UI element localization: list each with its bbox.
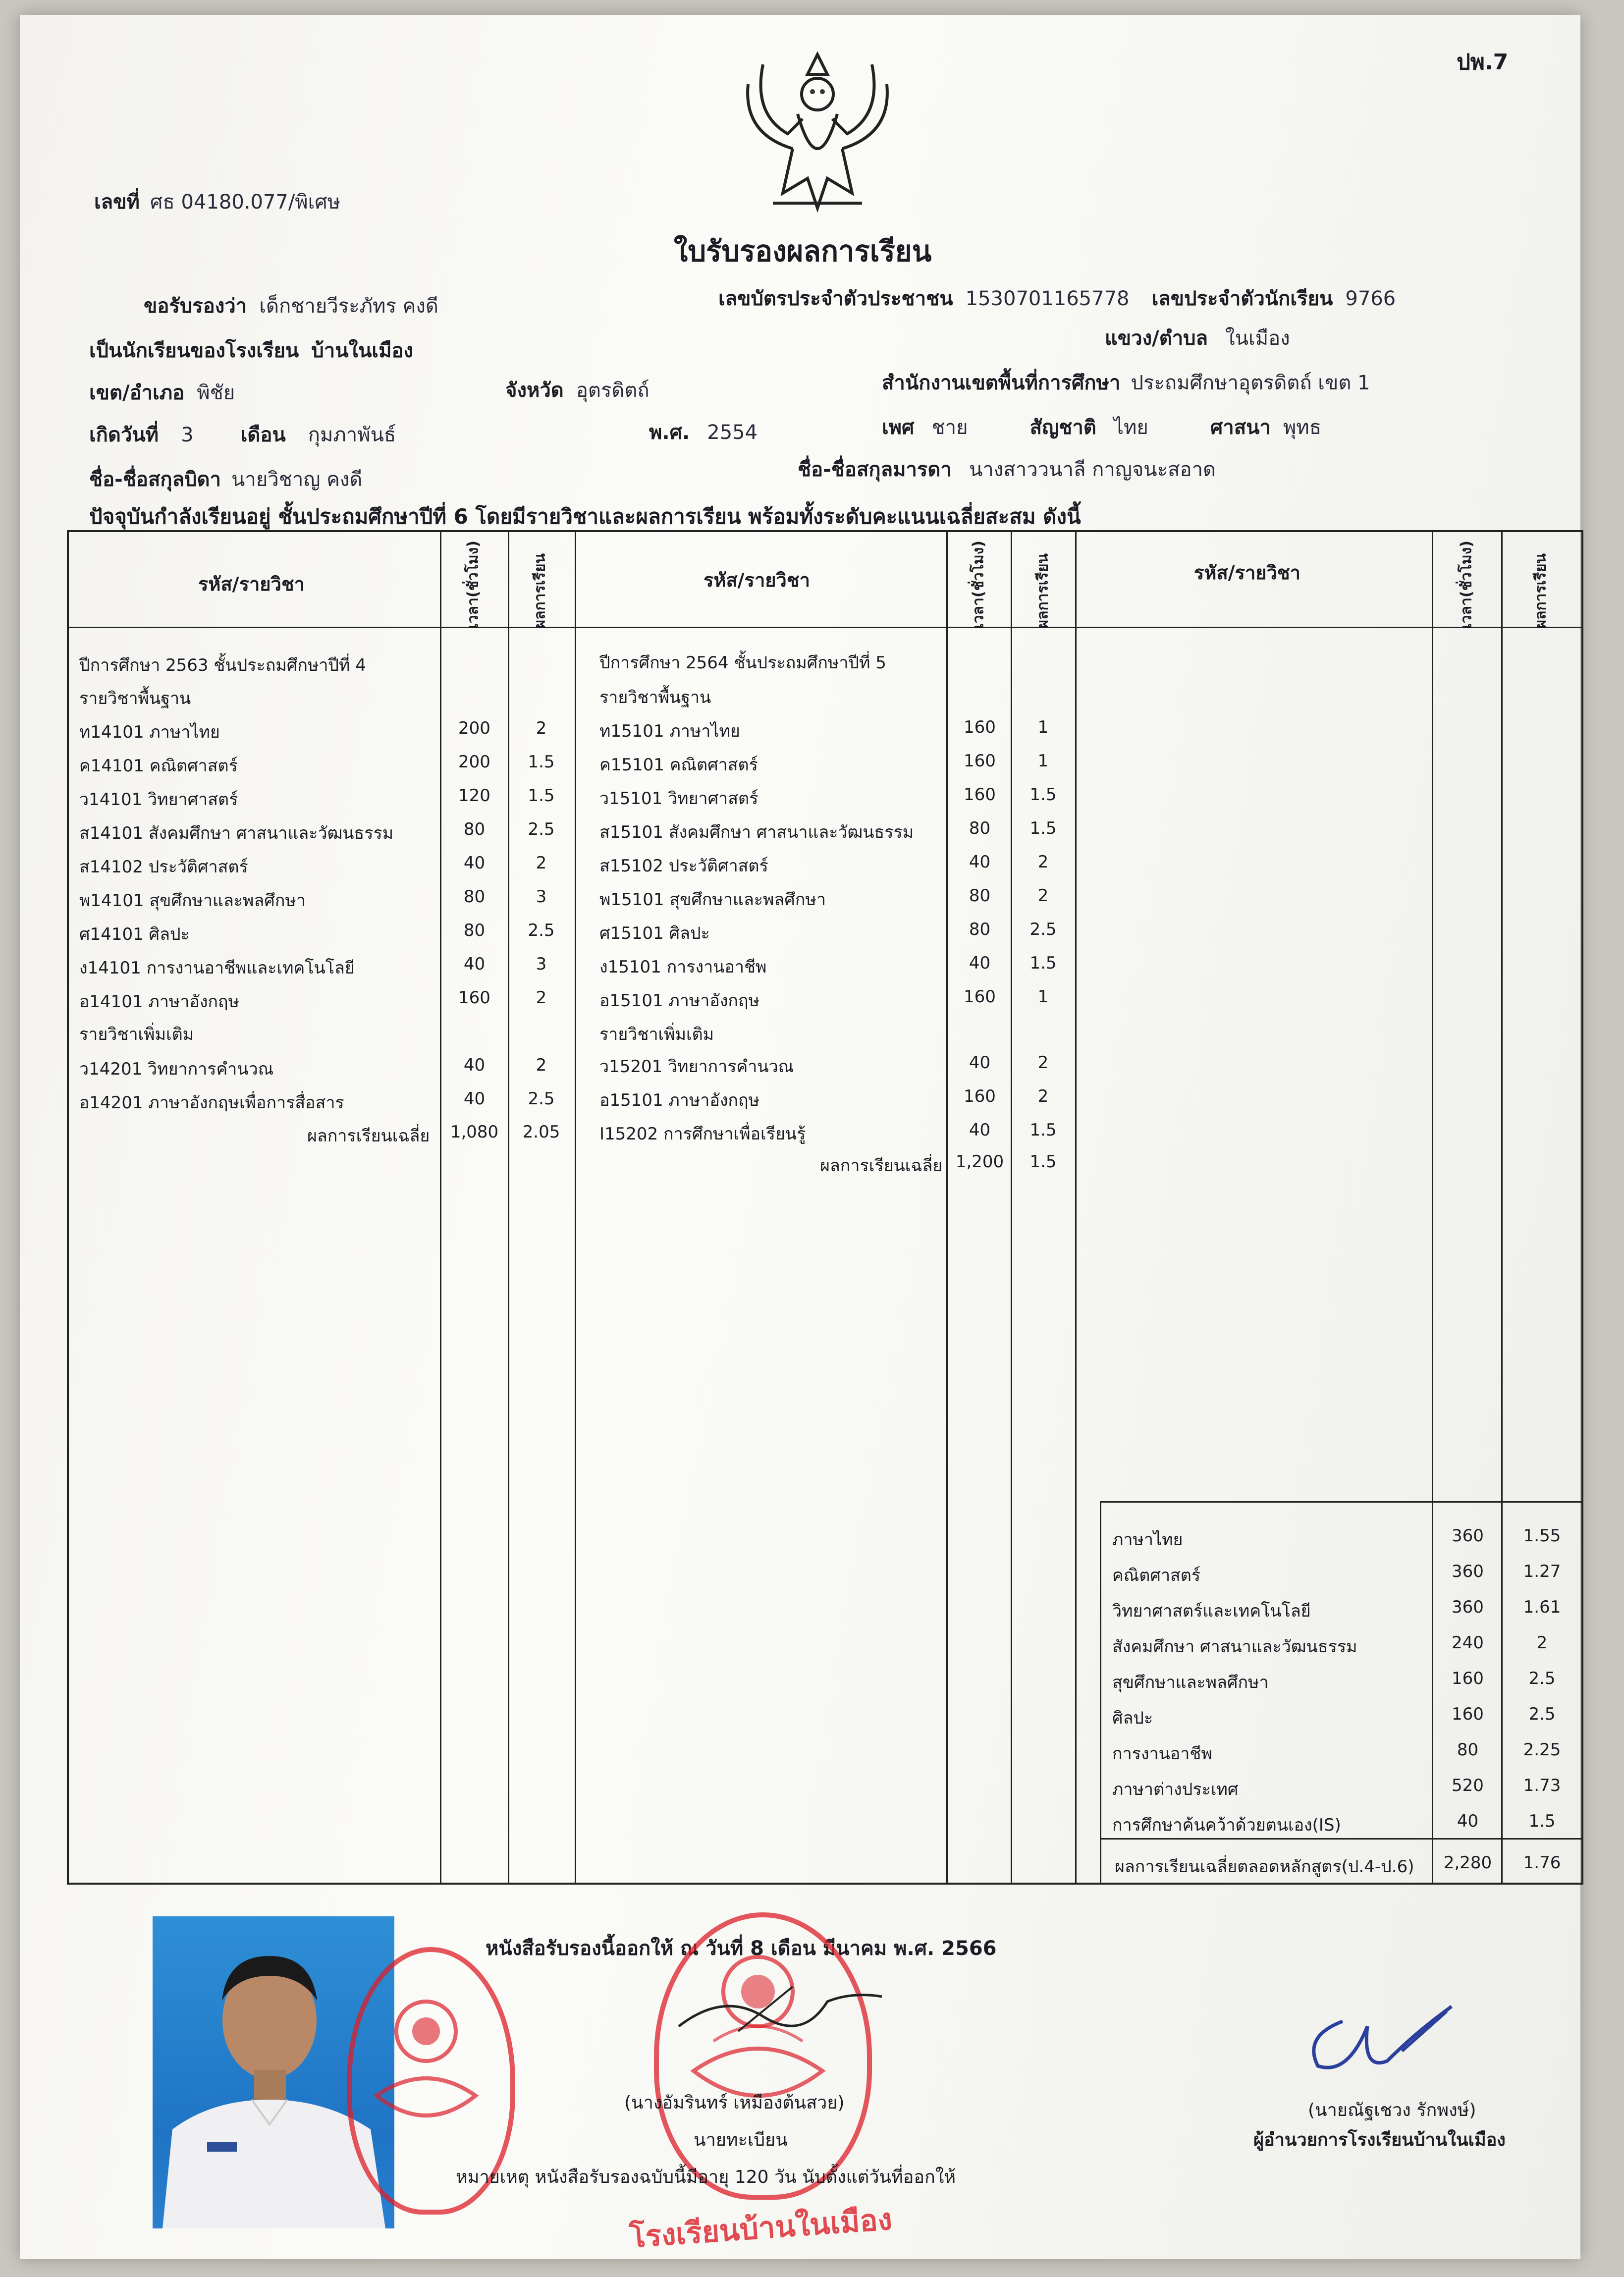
table-row-subject: ท14101 ภาษาไทย xyxy=(79,722,220,742)
director-signature-icon xyxy=(1288,1992,1476,2081)
table-row-subject: คณิตศาสตร์ xyxy=(1112,1566,1201,1585)
religion: พุทธ xyxy=(1283,416,1322,439)
table-row-subject: ค15101 คณิตศาสตร์ xyxy=(599,755,758,775)
school-label: เป็นนักเรียนของโรงเรียน xyxy=(89,339,299,362)
col-line xyxy=(575,530,576,1885)
table-row-grade: 2 xyxy=(1037,852,1049,872)
table-row-subject: I15202 การศึกษาเพื่อเรียนรู้ xyxy=(599,1124,806,1144)
school-seal-stamp-center xyxy=(654,1912,872,2200)
col-line xyxy=(440,530,441,1885)
year2-avg-label: ผลการเรียนเฉลี่ย xyxy=(820,1156,943,1176)
born-label: เกิดวันที่ xyxy=(89,424,159,446)
garuda-emblem-icon xyxy=(733,35,902,223)
table-row-grade: 2.5 xyxy=(1528,1669,1556,1688)
table-row-grade: 1.5 xyxy=(1029,818,1057,838)
table-row-hours: 160 xyxy=(964,751,996,771)
table-row-subject: ภาษาต่างประเทศ xyxy=(1112,1780,1239,1799)
table-row-hours: 240 xyxy=(1452,1633,1484,1653)
table-row-hours: 40 xyxy=(969,1053,991,1073)
table-row-grade: 3 xyxy=(536,954,547,974)
table-row-hours: 80 xyxy=(463,921,486,940)
table-row-grade: 1.61 xyxy=(1523,1597,1561,1617)
table-row-hours: 40 xyxy=(463,1055,486,1075)
table-row-hours: 360 xyxy=(1452,1526,1484,1546)
province-label: จังหวัด xyxy=(505,379,564,402)
table-row-hours: 40 xyxy=(969,852,991,872)
table-row-hours: 80 xyxy=(1457,1740,1479,1760)
born-year: 2554 xyxy=(707,421,758,444)
year1-heading: ปีการศึกษา 2563 ชั้นประถมศึกษาปีที่ 4 xyxy=(79,655,366,675)
table-row-grade: 2.5 xyxy=(528,819,555,839)
table-row-grade: 2 xyxy=(536,1055,547,1075)
registrar-signature-icon xyxy=(664,1972,892,2046)
year1-avg-hours: 1,080 xyxy=(450,1122,499,1142)
year1-extra-label: รายวิชาเพิ่มเติม xyxy=(79,1025,194,1044)
col-line xyxy=(1432,530,1433,1885)
table-row-grade: 2 xyxy=(1037,1053,1049,1073)
summary-total-grade: 1.76 xyxy=(1523,1853,1561,1873)
summary-total-hours: 2,280 xyxy=(1443,1853,1492,1873)
student-id: 9766 xyxy=(1345,287,1396,310)
table-row-grade: 1.5 xyxy=(1029,1120,1057,1140)
table-row-hours: 40 xyxy=(969,953,991,973)
header-subject-2: รหัส/รายวิชา xyxy=(704,569,811,591)
table-row-subject: ส14102 ประวัติศาสตร์ xyxy=(79,857,248,877)
table-row-grade: 1.5 xyxy=(1029,785,1057,805)
table-row-grade: 1.5 xyxy=(528,786,555,806)
table-row-grade: 2 xyxy=(536,718,547,738)
table-row-hours: 40 xyxy=(463,954,486,974)
table-row-grade: 2.5 xyxy=(528,1089,555,1109)
table-row-subject: ส14101 สังคมศึกษา ศาสนาและวัฒนธรรม xyxy=(79,823,394,843)
table-row-grade: 1 xyxy=(1037,751,1049,771)
table-row-hours: 360 xyxy=(1452,1562,1484,1581)
table-row-hours: 40 xyxy=(1457,1811,1479,1831)
table-row-subject: ส15102 ประวัติศาสตร์ xyxy=(599,856,768,876)
year1-avg-label: ผลการเรียนเฉลี่ย xyxy=(307,1126,430,1146)
table-row-hours: 160 xyxy=(964,987,996,1007)
table-row-subject: ง14101 การงานอาชีพและเทคโนโลยี xyxy=(79,958,355,978)
table-row-subject: ค14101 คณิตศาสตร์ xyxy=(79,756,238,776)
table-row-hours: 40 xyxy=(463,853,486,873)
table-header-border xyxy=(67,627,1583,628)
year2-avg-hours: 1,200 xyxy=(955,1152,1004,1172)
table-row-subject: การงานอาชีพ xyxy=(1112,1744,1212,1764)
table-row-subject: อ14201 ภาษาอังกฤษเพื่อการสื่อสาร xyxy=(79,1093,344,1113)
header-subject-1: รหัส/รายวิชา xyxy=(198,573,305,595)
table-row-grade: 2.5 xyxy=(1029,920,1057,939)
table-row-subject: สุขศึกษาและพลศึกษา xyxy=(1112,1673,1269,1692)
registrar-role: นายทะเบียน xyxy=(694,2130,788,2150)
school-name: บ้านในเมือง xyxy=(311,339,414,362)
table-row-subject: ง15101 การงานอาชีพ xyxy=(599,957,767,977)
statement: ปัจจุบันกำลังเรียนอยู่ ชั้นประถมศึกษาปีที่ 6 โดยมีรายวิชาและผลการเรียน พร้อมทั้งระดับคะแนนเฉลี่ยสะสม ดังนี้ xyxy=(89,504,1081,529)
director-name: (นายณัฐเชวง รักพงษ์) xyxy=(1308,2100,1476,2120)
summary-left-border xyxy=(1100,1501,1101,1883)
religion-label: ศาสนา xyxy=(1210,416,1271,439)
table-row-grade: 1.5 xyxy=(1528,1811,1556,1831)
table-row-grade: 2.5 xyxy=(528,921,555,940)
table-row-subject: อ14101 ภาษาอังกฤษ xyxy=(79,992,239,1012)
table-row-subject: ว14101 วิทยาศาสตร์ xyxy=(79,790,238,810)
table-row-subject: ศ15101 ศิลปะ xyxy=(599,923,710,943)
nation: ไทย xyxy=(1113,416,1148,439)
table-row-hours: 200 xyxy=(458,752,490,772)
table-row-hours: 200 xyxy=(458,718,490,738)
table-row-subject: พ14101 สุขศึกษาและพลศึกษา xyxy=(79,891,306,911)
summary-total-label: ผลการเรียนเฉลี่ยตลอดหลักสูตร(ป.4-ป.6) xyxy=(1115,1857,1414,1877)
director-role: ผู้อำนวยการโรงเรียนบ้านในเมือง xyxy=(1253,2130,1506,2150)
citizen-id: 1530701165778 xyxy=(965,287,1130,310)
table-row-subject: ศ14101 ศิลปะ xyxy=(79,924,190,944)
table-row-subject: ภาษาไทย xyxy=(1112,1530,1183,1550)
year1-avg-grade: 2.05 xyxy=(522,1122,560,1142)
table-bottom-border xyxy=(67,1883,1583,1885)
table-row-hours: 120 xyxy=(458,786,490,806)
year2-extra-label: รายวิชาเพิ่มเติม xyxy=(599,1025,714,1044)
table-row-grade: 2.5 xyxy=(1528,1704,1556,1724)
year1-basic-label: รายวิชาพื้นฐาน xyxy=(79,689,191,708)
table-row-hours: 80 xyxy=(969,886,991,906)
table-row-grade: 1 xyxy=(1037,717,1049,737)
summary-total-border xyxy=(1100,1838,1583,1840)
validity-note: หมายเหตุ หนังสือรับรองฉบับนี้มีอายุ 120 วัน นับตั้งแต่วันที่ออกให้ xyxy=(456,2167,956,2187)
table-row-subject: การศึกษาค้นคว้าด้วยตนเอง(IS) xyxy=(1112,1815,1341,1835)
page-title: ใบรับรองผลการเรียน xyxy=(674,234,932,268)
table-row-subject: ส15101 สังคมศึกษา ศาสนาและวัฒนธรรม xyxy=(599,822,914,842)
table-top-border xyxy=(67,530,1583,532)
table-row-hours: 160 xyxy=(964,1086,996,1106)
col-line xyxy=(508,530,509,1885)
issue-date: หนังสือรับรองนี้ออกให้ ณ วันที่ 8 เดือน มีนาคม พ.ศ. 2566 xyxy=(486,1937,997,1960)
table-row-hours: 80 xyxy=(969,818,991,838)
district-label: เขต/อำเภอ xyxy=(89,381,185,404)
seal-text: โรงเรียนบ้านในเมือง xyxy=(628,2202,893,2255)
district: พิชัย xyxy=(197,381,235,404)
edu-area: ประถมศึกษาอุตรดิตถ์ เขต 1 xyxy=(1131,372,1370,394)
table-row-hours: 160 xyxy=(964,717,996,737)
sex-label: เพศ xyxy=(882,416,915,439)
subdistrict: ในเมือง xyxy=(1225,327,1290,350)
form-code: ปพ.7 xyxy=(1457,50,1509,75)
table-row-grade: 1 xyxy=(1037,987,1049,1007)
table-row-hours: 80 xyxy=(969,920,991,939)
cert-label: ขอรับรองว่า xyxy=(144,295,247,318)
header-grade-3: ผลการเรียน xyxy=(1532,553,1550,629)
header-hours-3: เวลา(ชั่วโมง) xyxy=(1458,541,1475,629)
year-label: พ.ศ. xyxy=(649,421,690,444)
year2-basic-label: รายวิชาพื้นฐาน xyxy=(599,688,711,707)
sex: ชาย xyxy=(931,416,968,439)
table-row-subject: วิทยาศาสตร์และเทคโนโลยี xyxy=(1112,1601,1311,1621)
id-label: เลขบัตรประจำตัวประชาชน xyxy=(718,287,953,310)
header-grade-1: ผลการเรียน xyxy=(531,553,549,629)
year2-heading: ปีการศึกษา 2564 ชั้นประถมศึกษาปีที่ 5 xyxy=(599,653,886,673)
table-row-hours: 80 xyxy=(463,819,486,839)
table-row-grade: 2 xyxy=(1037,1086,1049,1106)
table-row-subject: ท15101 ภาษาไทย xyxy=(599,721,740,741)
table-row-subject: ว14201 วิทยาการคำนวณ xyxy=(79,1059,274,1079)
registrar-name: (นางอัมรินทร์ เหมืองต้นสวย) xyxy=(624,2093,845,2113)
nation-label: สัญชาติ xyxy=(1029,416,1096,439)
table-row-grade: 1.5 xyxy=(528,752,555,772)
sid-label: เลขประจำตัวนักเรียน xyxy=(1151,287,1333,310)
born-month: กุมภาพันธ์ xyxy=(308,424,396,446)
subdistrict-label: แขวง/ตำบล xyxy=(1105,327,1208,350)
table-row-hours: 160 xyxy=(964,785,996,805)
col-line xyxy=(67,530,69,1885)
table-row-grade: 2 xyxy=(1536,1633,1548,1653)
table-row-hours: 160 xyxy=(1452,1669,1484,1688)
table-row-grade: 3 xyxy=(536,887,547,907)
table-row-subject: อ15101 ภาษาอังกฤษ xyxy=(599,1090,759,1110)
father-name: นายวิชาญ คงดี xyxy=(231,468,363,491)
table-row-hours: 160 xyxy=(1452,1704,1484,1724)
header-grade-2: ผลการเรียน xyxy=(1034,553,1052,629)
month-label: เดือน xyxy=(240,424,286,446)
table-row-grade: 1.27 xyxy=(1523,1562,1561,1581)
table-row-hours: 520 xyxy=(1452,1776,1484,1795)
table-row-hours: 40 xyxy=(969,1120,991,1140)
table-row-subject: พ15101 สุขศึกษาและพลศึกษา xyxy=(599,890,826,910)
header-subject-3: รหัส/รายวิชา xyxy=(1194,562,1301,584)
certificate-paper xyxy=(20,15,1580,2259)
table-row-hours: 80 xyxy=(463,887,486,907)
table-row-subject: ว15101 วิทยาศาสตร์ xyxy=(599,789,758,809)
table-row-grade: 1.55 xyxy=(1523,1526,1561,1546)
summary-top-border xyxy=(1100,1501,1583,1503)
father-label: ชื่อ-ชื่อสกุลบิดา xyxy=(89,468,221,491)
table-row-subject: อ15101 ภาษาอังกฤษ xyxy=(599,991,759,1011)
table-row-hours: 160 xyxy=(458,988,490,1008)
col-line xyxy=(1075,530,1077,1885)
table-row-grade: 2 xyxy=(1037,886,1049,906)
table-row-hours: 40 xyxy=(463,1089,486,1109)
table-row-grade: 2 xyxy=(536,853,547,873)
mother-name: นางสาววนาลี กาญจนะสอาด xyxy=(969,458,1216,481)
col-line xyxy=(946,530,948,1885)
col-line xyxy=(1581,530,1583,1885)
mother-label: ชื่อ-ชื่อสกุลมารดา xyxy=(798,458,952,481)
born-day: 3 xyxy=(181,424,194,446)
header-hours-2: เวลา(ชั่วโมง) xyxy=(970,541,987,629)
table-row-subject: สังคมศึกษา ศาสนาและวัฒนธรรม xyxy=(1112,1637,1357,1657)
table-row-grade: 1.5 xyxy=(1029,953,1057,973)
doc-no-value: ศธ 04180.077/พิเศษ xyxy=(150,191,341,214)
table-row-hours: 360 xyxy=(1452,1597,1484,1617)
header-hours-1: เวลา(ชั่วโมง) xyxy=(464,541,482,629)
doc-no-label: เลขที่ xyxy=(94,191,140,214)
student-name: เด็กชายวีระภัทร คงดี xyxy=(259,295,438,318)
col-line xyxy=(1011,530,1012,1885)
table-row-grade: 2.25 xyxy=(1523,1740,1561,1760)
year2-avg-grade: 1.5 xyxy=(1029,1152,1057,1172)
province: อุตรดิตถ์ xyxy=(576,379,650,402)
table-row-subject: ว15201 วิทยาการคำนวณ xyxy=(599,1057,794,1077)
col-line xyxy=(1501,530,1503,1885)
table-row-grade: 1.73 xyxy=(1523,1776,1561,1795)
table-row-grade: 2 xyxy=(536,988,547,1008)
area-label: สำนักงานเขตพื้นที่การศึกษา xyxy=(882,372,1121,394)
table-row-subject: ศิลปะ xyxy=(1112,1708,1153,1728)
